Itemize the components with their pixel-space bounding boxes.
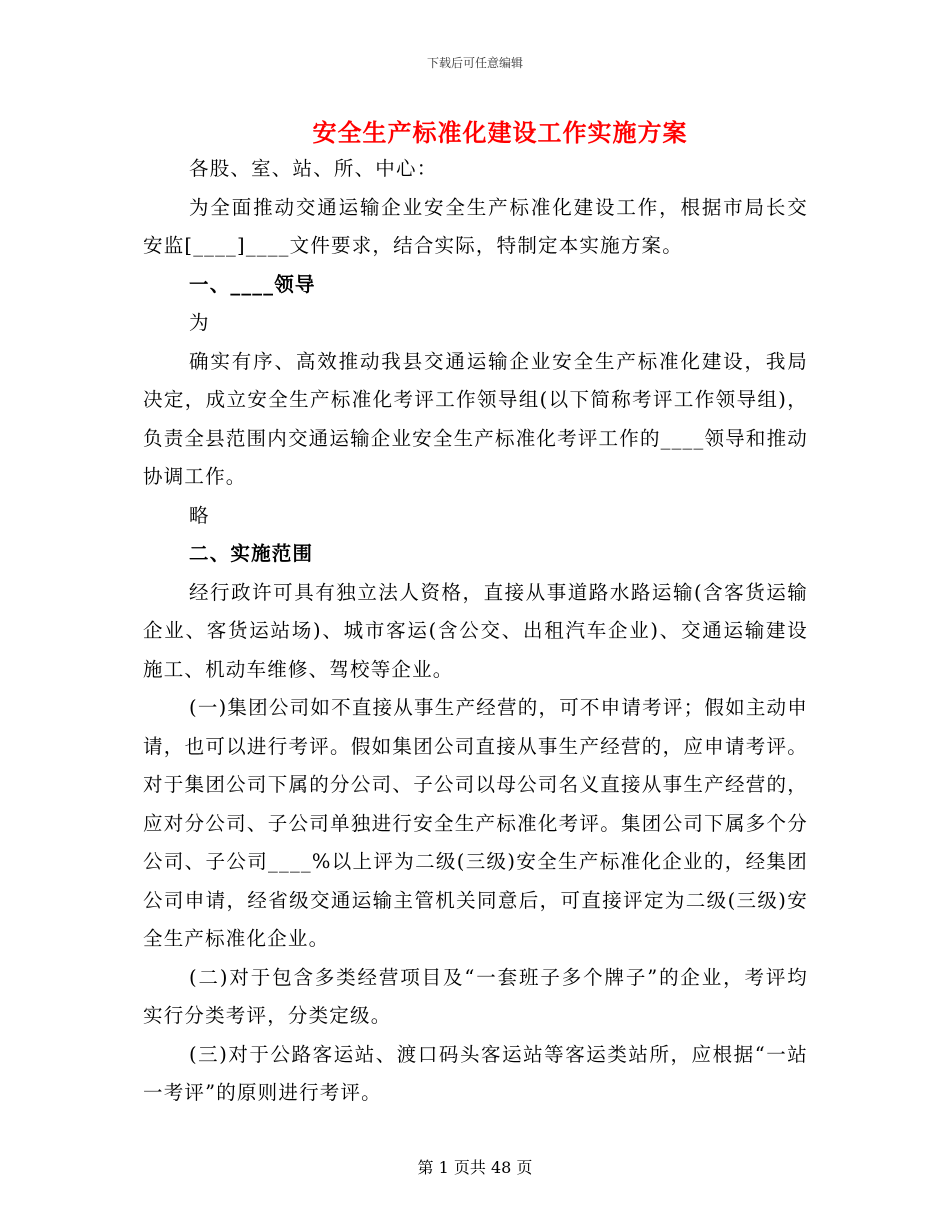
section-heading-1: 一、____领导 — [189, 272, 316, 296]
salutation: 各股、室、站、所、中心： — [189, 157, 438, 180]
page-number: 第 1 页共 48 页 — [417, 1158, 533, 1177]
paragraph-scope: 经行政许可具有独立法人资格，直接从事道路水路运输(含客货运输企业、客货运站场)、城市客运(含公交、出租汽车企业)、交通运输建设施工、机动车维修、驾校等企业。 — [143, 580, 808, 681]
header-note: 下载后可任意编辑 — [426, 56, 523, 70]
paragraph-item-1: (一)集团公司如不直接从事生产经营的，可不申请考评；假如主动申请，也可以进行考评。假如集团公司直接从事生产经营的，应申请考评。对于集团公司下属的分公司、子公司以母公司名义直接从事生产经营的，应对分公司、子公司单独进行安全生产标准化考评。集团公司下属多个分公司、子公司____%以上评为二级(三级)安全生产标准化企业的，经集团公司申请，经省级交通运输主管机关同意后，可直接评定为二级(三级)安全生产标准化企业。 — [143, 696, 808, 950]
paragraph-short: 为 — [189, 311, 210, 334]
section-heading-2: 二、实施范围 — [189, 542, 314, 565]
paragraph-item-2: (二)对于包含多类经营项目及“一套班子多个牌子”的企业，考评均实行分类考评，分类定级。 — [143, 965, 808, 1027]
document-body — [143, 150, 808, 1113]
paragraph-item-3: (三)对于公路客运站、渡口码头客运站等客运类站所，应根据“一站一考评”的原则进行考评。 — [143, 1042, 808, 1104]
document-title: 安全生产标准化建设工作实施方案 — [312, 118, 688, 147]
paragraph-intro: 为全面推动交通运输企业安全生产标准化建设工作，根据市局长交安监[____]____文件要求，结合实际，特制定本实施方案。 — [143, 195, 808, 257]
paragraph-omitted: 略 — [189, 503, 210, 527]
paragraph-leadership: 确实有序、高效推动我县交通运输企业安全生产标准化建设，我局决定，成立安全生产标准化考评工作领导组(以下简称考评工作领导组)，负责全县范围内交通运输企业安全生产标准化考评工作的____领导和推动协调工作。 — [143, 349, 808, 488]
